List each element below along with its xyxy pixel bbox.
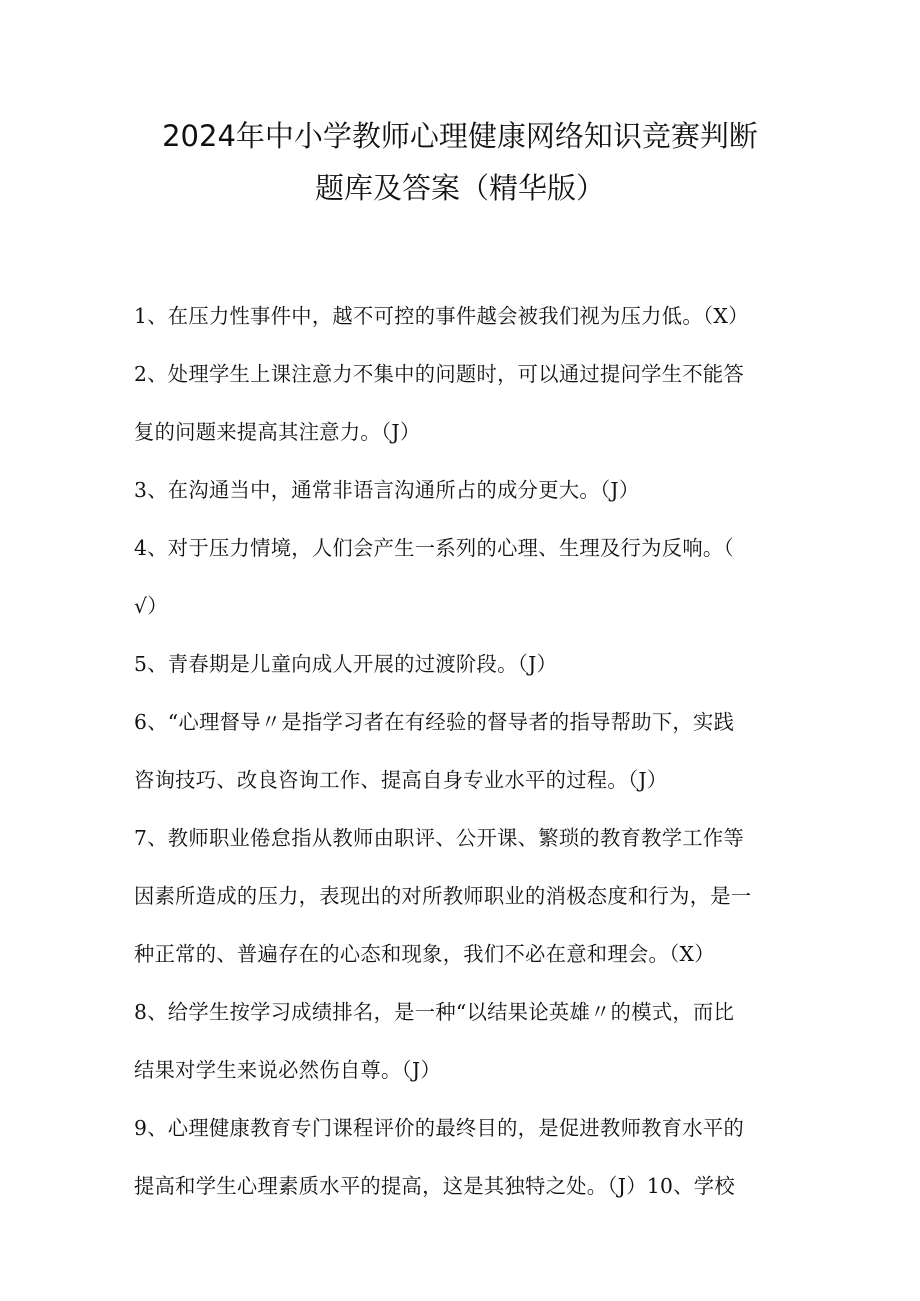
question-line: 8、给学生按学习成绩排名，是一种“以结果论英雄〃的模式，而比 [134,1000,735,1024]
question-line: 因素所造成的压力，表现出的对所教师职业的消极态度和行为，是一 [134,884,752,908]
question-line: 种正常的、普遍存在的心态和现象，我们不必在意和理会。（X） [134,942,715,966]
document-title [100,110,820,214]
question-line: 3、在沟通当中，通常非语言沟通所占的成分更大。（J） [134,478,640,502]
question-line: 2、处理学生上课注意力不集中的问题时，可以通过提问学生不能答 [134,362,745,386]
question-item-5 [134,635,790,693]
title-line: 题库及答案（精华版） [314,171,605,205]
question-line: 6、“心理督导〃是指学习者在有经验的督导者的指导帮助下，实践 [134,710,735,734]
question-item-7 [134,809,790,983]
question-line: 结果对学生来说必然伤自尊。（J） [134,1058,442,1082]
question-line: 4、对于压力情境，人们会产生一系列的心理、生理及行为反响。（ [134,536,734,560]
question-line: 复的问题来提高其注意力。（J） [134,420,421,444]
question-line: 1、在压力性事件中，越不可控的事件越会被我们视为压力低。（X） [134,304,749,328]
question-item-2 [134,345,790,461]
title-line: 2024年中小学教师心理健康网络知识竞赛判断 [162,119,758,153]
question-line: 提高和学生心理素质水平的提高，这是其独特之处。（J）10、学校 [134,1174,735,1198]
question-line: 咨询技巧、改良咨询工作、提高自身专业水平的过程。（J） [134,768,668,792]
question-line: 7、教师职业倦怠指从教师由职评、公开课、繁琐的教育教学工作等 [134,826,745,850]
question-item-1 [134,287,790,345]
question-item-3 [134,461,790,519]
question-list [134,287,790,1215]
question-line: √） [134,594,168,618]
question-item-9 [134,1099,790,1215]
question-item-6 [134,693,790,809]
question-item-8 [134,983,790,1099]
question-line: 9、心理健康教育专门课程评价的最终目的，是促进教师教育水平的 [134,1116,745,1140]
question-line: 5、青春期是儿童向成人开展的过渡阶段。（J） [134,652,558,676]
question-item-4 [134,519,790,635]
